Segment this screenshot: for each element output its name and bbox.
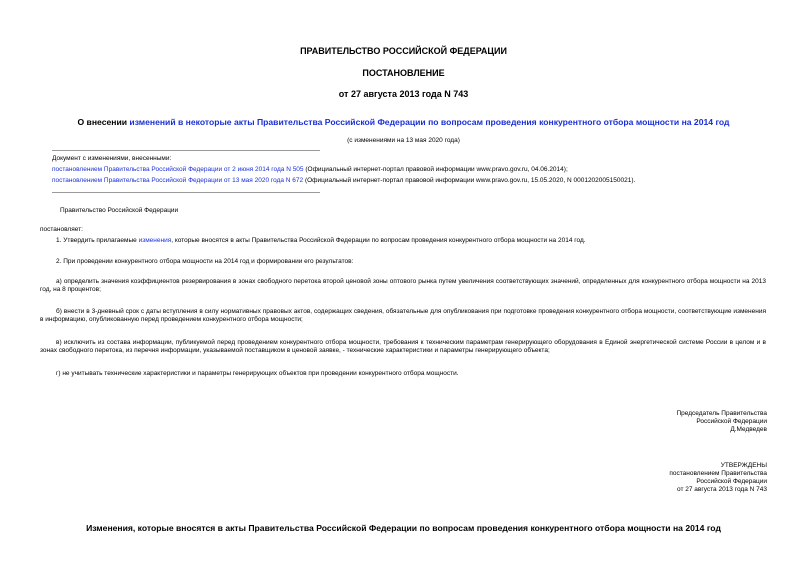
document-type: ПОСТАНОВЛЕНИЕ bbox=[362, 68, 445, 78]
document-title-link[interactable]: изменений в некоторые акты Правительства Российской Федерации по вопросам проведения конкурентного отбора мощности на 2014 год bbox=[129, 117, 730, 127]
approval-heading: УТВЕРЖДЕНЫ bbox=[720, 462, 767, 469]
paragraph-b: б) внести в 3-дневный срок с даты вступления в силу нормативных правовых актов, содержащих сведения, обязательные для опубликования при подготовке проведения конкурентного отбора мощности, соответствующие изменения в информацию, опубликованную перед проведением конкурентного отбора мощности; bbox=[40, 308, 766, 323]
divider-bottom bbox=[52, 192, 320, 193]
changes-link[interactable]: изменения bbox=[138, 237, 172, 244]
changes-item bbox=[52, 177, 635, 185]
issuer: Правительство Российской Федерации bbox=[60, 207, 179, 214]
approval-date: от 27 августа 2013 года N 743 bbox=[676, 486, 767, 493]
document-title-prefix: О внесении bbox=[77, 117, 130, 127]
changes-item bbox=[52, 166, 568, 174]
signature-name: Д.Медведев bbox=[730, 426, 767, 433]
paragraph-g: г) не учитывать технические характеристики и параметры генерирующих объектов при проведении конкурентного отбора мощности. bbox=[56, 370, 459, 377]
amendment-link-672[interactable]: постановлением Правительства Российской Федерации от 13 мая 2020 года N 672 bbox=[52, 177, 304, 184]
changes-item-source: (Официальный интернет-портал правовой информации www.pravo.gov.ru, 15.05.2020, N 0001202005150021). bbox=[303, 177, 636, 184]
signature-position: Председатель Правительства bbox=[676, 410, 767, 417]
amendment-note: (с изменениями на 13 мая 2020 года) bbox=[347, 137, 460, 144]
approval-country: Российской Федерации bbox=[696, 478, 767, 485]
approval-block bbox=[669, 462, 767, 494]
divider-top bbox=[52, 150, 320, 151]
paragraph-v: в) исключить из состава информации, публикуемой перед проведением конкурентного отбора мощности, требования к техническим параметрам генерирующего оборудования в Единой энергетической системе России в целом и в зонах свободного перетока, из перечня информации, указываемой поставщиком в ценовой заявке, - технические характеристики и параметры генерирующего объекта; bbox=[40, 339, 766, 354]
government-heading: ПРАВИТЕЛЬСТВО РОССИЙСКОЙ ФЕДЕРАЦИИ bbox=[300, 46, 507, 56]
paragraph-2: 2. При проведении конкурентного отбора мощности на 2014 год и формировании его результатов: bbox=[56, 258, 354, 265]
annex-title: Изменения, которые вносятся в акты Правительства Российской Федерации по вопросам проведения конкурентного отбора мощности на 2014 год bbox=[86, 523, 721, 533]
changes-item-source: (Официальный интернет-портал правовой информации www.pravo.gov.ru, 04.06.2014); bbox=[303, 166, 568, 173]
paragraph-1 bbox=[56, 237, 586, 245]
amendment-link-505[interactable]: постановлением Правительства Российской Федерации от 2 июня 2014 года N 505 bbox=[52, 166, 304, 173]
signature-block bbox=[676, 410, 767, 434]
paragraph-a: а) определить значения коэффициентов резервирования в зонах свободного перетока второй ценовой зоны оптового рынка путем увеличения соответствующих значений, определенных для конкурентного отбора мощности на 2013 год, на 8 процентов; bbox=[40, 278, 766, 293]
document-date-number: от 27 августа 2013 года N 743 bbox=[338, 89, 469, 99]
paragraph-1-end: , которые вносятся в акты Правительства Российской Федерации по вопросам проведения конкурентного отбора мощности на 2014 год. bbox=[171, 237, 586, 244]
paragraph-1-start: 1. Утвердить прилагаемые bbox=[56, 237, 139, 244]
approval-decree: постановлением Правительства bbox=[669, 470, 767, 477]
document-title bbox=[0, 117, 807, 127]
signature-country: Российской Федерации bbox=[696, 418, 767, 425]
changes-intro: Документ с изменениями, внесенными: bbox=[52, 155, 172, 162]
decree-word: постановляет: bbox=[40, 226, 83, 233]
